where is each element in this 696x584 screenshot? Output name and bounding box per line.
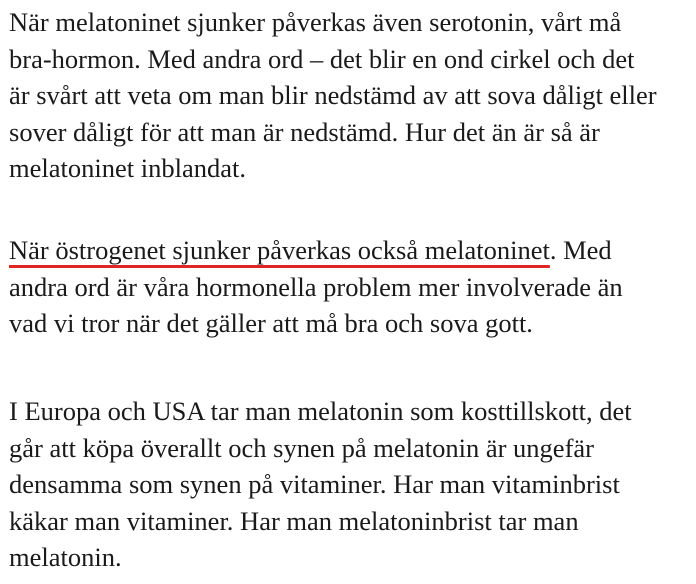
paragraph-melatonin-serotonin (9, 4, 693, 187)
text-line (9, 232, 693, 269)
text-line: är svårt att veta om man blir nedstämd av att sova dåligt eller (9, 80, 657, 110)
paragraph-estrogen-melatonin (9, 232, 693, 342)
text-line: andra ord är våra hormonella problem mer involverade än (9, 271, 623, 302)
text-fragment: . Med (549, 235, 612, 265)
text-line: I Europa och USA tar man melatonin som kosttillskott, det (9, 396, 632, 426)
text-line: bra-hormon. Med andra ord – det blir en ond cirkel och det (9, 43, 635, 74)
text-line: densamma som synen på vitaminer. Har man vitaminbrist (9, 469, 620, 499)
text-line: melatonin. (9, 542, 122, 572)
text-line: vad vi tror när det gäller att må bra och sova gott. (9, 308, 533, 338)
paragraph-melatonin-supplements (9, 393, 693, 576)
text-line: går att köpa överallt och synen på melatonin är ungefär (9, 432, 594, 463)
text-line: När melatoninet sjunker påverkas även serotonin, vårt må (9, 7, 622, 37)
text-line: melatoninet inblandat. (9, 153, 246, 183)
highlighted-sentence: När östrogenet sjunker påverkas också melatoninet (9, 235, 550, 265)
text-line: käkar man vitaminer. Har man melatoninbrist tar man (9, 505, 579, 536)
text-line: sover dåligt för att man är nedstämd. Hur det än är så är (9, 116, 600, 147)
